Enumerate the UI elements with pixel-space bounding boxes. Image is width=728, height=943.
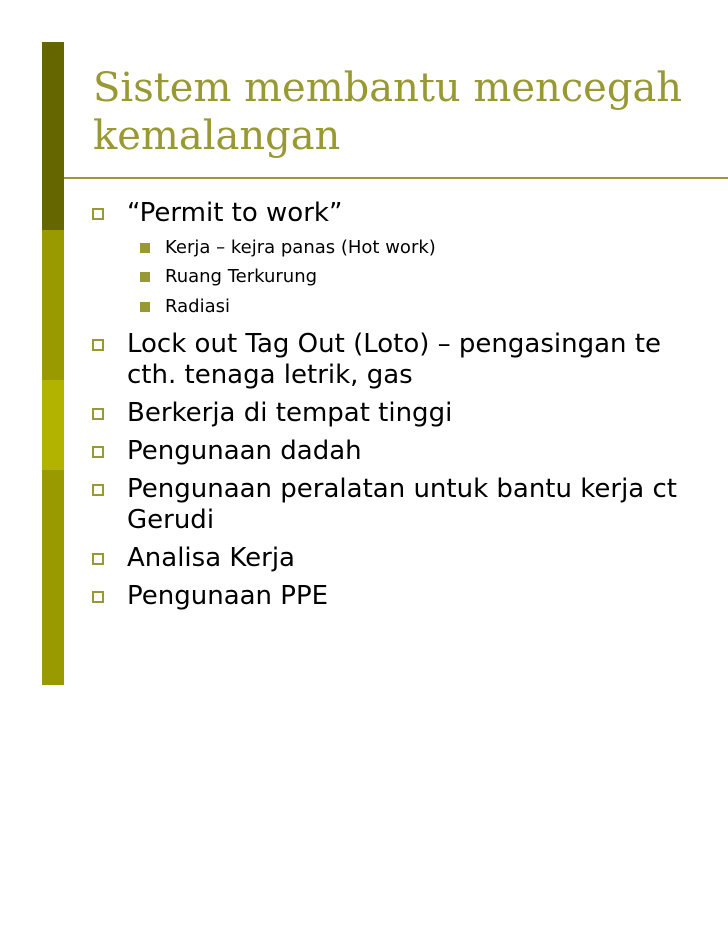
bullet-text: Pengunaan dadah (127, 436, 362, 466)
sub-bullet-text: Kerja – kejra panas (Hot work) (165, 237, 436, 258)
bullet-text: “Permit to work” (127, 198, 343, 228)
hollow-square-icon (92, 591, 104, 603)
bullet-text: Berkerja di tempat tinggi (127, 398, 453, 428)
sub-bullet-text: Radiasi (165, 296, 230, 317)
bullet-text-line: Pengunaan peralatan untuk bantu kerja ct (127, 474, 677, 504)
bullet-text: Analisa Kerja (127, 543, 295, 573)
bullet-text-line: cth. tenaga letrik, gas (127, 360, 413, 390)
bullet-text-line: Gerudi (127, 505, 215, 535)
title-line: Sistem membantu mencegah (93, 65, 683, 111)
hollow-square-icon (92, 208, 104, 220)
sub-bullet-text: Ruang Terkurung (165, 266, 318, 287)
bullet-text: Pengunaan PPE (127, 581, 329, 611)
bullet-text-line: Lock out Tag Out (Loto) – pengasingan te (127, 329, 661, 359)
filled-square-icon (140, 302, 150, 312)
filled-square-icon (140, 243, 150, 253)
hollow-square-icon (92, 446, 104, 458)
hollow-square-icon (92, 484, 104, 496)
filled-square-icon (140, 272, 150, 282)
hollow-square-icon (92, 339, 104, 351)
hollow-square-icon (92, 553, 104, 565)
hollow-square-icon (92, 408, 104, 420)
title-line: kemalangan (93, 113, 341, 159)
